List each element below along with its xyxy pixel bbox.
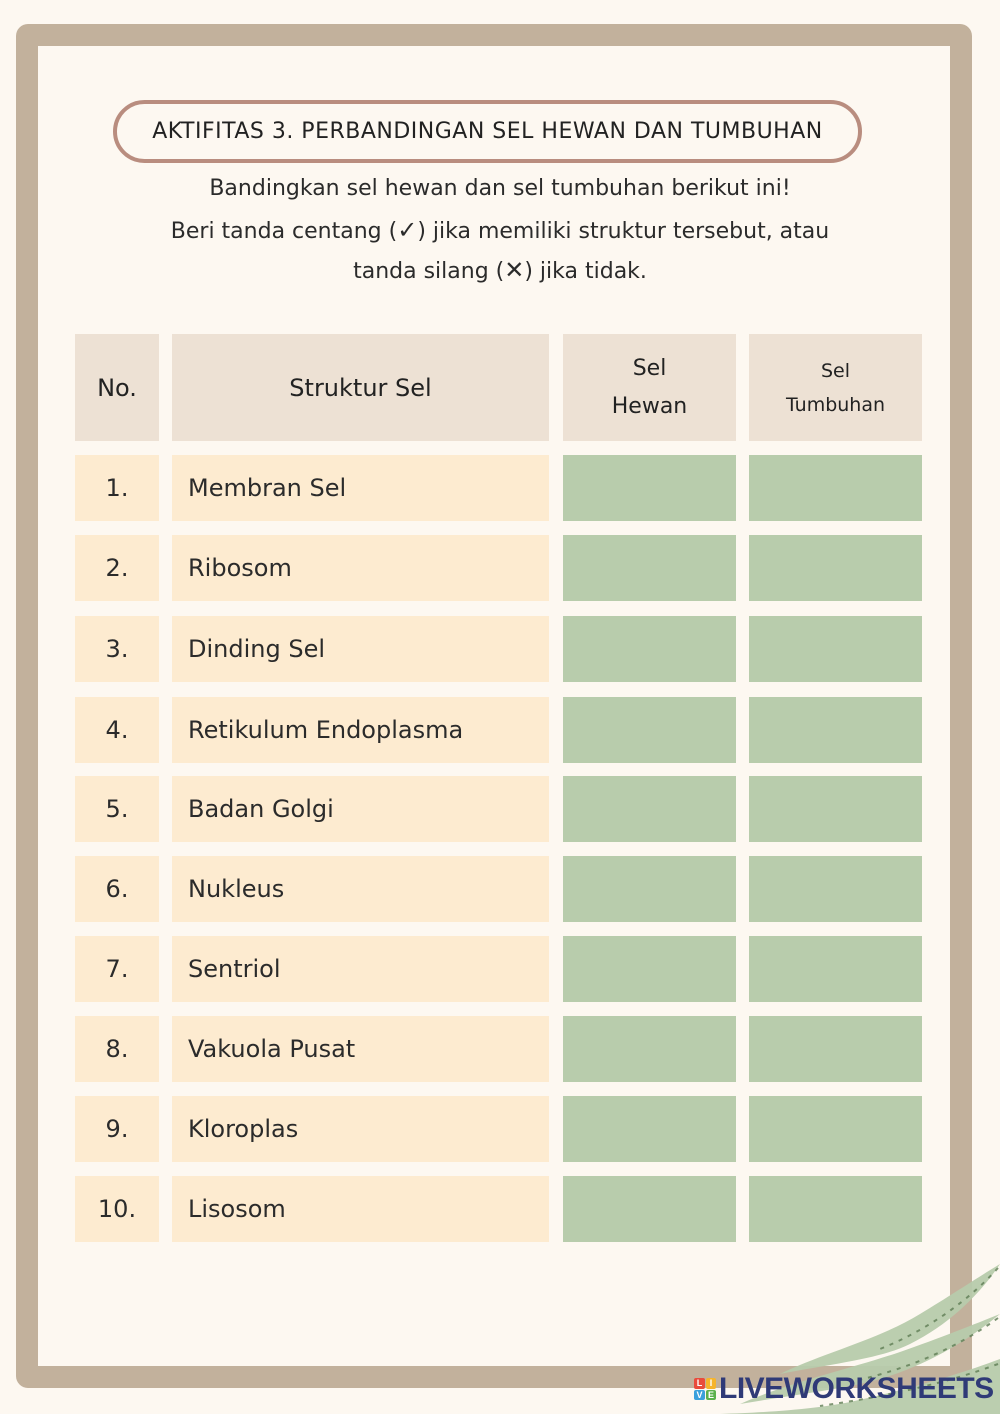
structure-name (172, 1096, 549, 1162)
answer-cell-sel-hewan[interactable] (563, 455, 736, 521)
structure-name (172, 535, 549, 601)
answer-cell-sel-tumbuhan[interactable] (749, 535, 922, 601)
instruction-line-1: Bandingkan sel hewan dan sel tumbuhan berikut ini! (209, 176, 791, 201)
structure-name (172, 776, 549, 842)
row-number-text: 3. (105, 635, 129, 663)
answer-cell-sel-hewan[interactable] (563, 697, 736, 763)
activity-title-text: AKTIFITAS 3. PERBANDINGAN SEL HEWAN DAN TUMBUHAN (152, 119, 823, 144)
structure-name-text: Nukleus (188, 875, 285, 903)
row-number-text: 2. (105, 554, 129, 582)
structure-name-text: Badan Golgi (188, 795, 334, 823)
structure-name (172, 1176, 549, 1242)
structure-name (172, 1016, 549, 1082)
row-number-text: 7. (105, 955, 129, 983)
answer-cell-sel-tumbuhan[interactable] (749, 776, 922, 842)
row-number (75, 697, 159, 763)
row-number (75, 936, 159, 1002)
structure-name-text: Vakuola Pusat (188, 1035, 356, 1063)
liveworksheets-text: LIVEWORKSHEETS (719, 1372, 994, 1405)
answer-cell-sel-tumbuhan[interactable] (749, 616, 922, 682)
row-number-text: 8. (105, 1035, 129, 1063)
answer-cell-sel-tumbuhan[interactable] (749, 697, 922, 763)
liveworksheets-logo-icon: L I V E (694, 1378, 716, 1400)
cross-mark-icon: ✕ (504, 256, 525, 284)
header-sel-tumbuhan: Sel Tumbuhan (749, 334, 922, 441)
row-number-text: 4. (105, 716, 129, 744)
answer-cell-sel-hewan[interactable] (563, 616, 736, 682)
structure-name (172, 856, 549, 922)
answer-cell-sel-hewan[interactable] (563, 776, 736, 842)
row-number (75, 1016, 159, 1082)
answer-cell-sel-tumbuhan[interactable] (749, 1096, 922, 1162)
instruction-line-3: tanda silang (✕) jika tidak. (353, 256, 647, 284)
answer-cell-sel-hewan[interactable] (563, 1176, 736, 1242)
structure-name-text: Sentriol (188, 955, 281, 983)
answer-cell-sel-tumbuhan[interactable] (749, 936, 922, 1002)
structure-name-text: Kloroplas (188, 1115, 299, 1143)
answer-cell-sel-tumbuhan[interactable] (749, 856, 922, 922)
header-sel-hewan: Sel Hewan (563, 334, 736, 441)
row-number-text: 9. (105, 1115, 129, 1143)
structure-name (172, 455, 549, 521)
row-number (75, 776, 159, 842)
answer-cell-sel-hewan[interactable] (563, 936, 736, 1002)
liveworksheets-watermark (694, 1372, 994, 1406)
structure-name-text: Dinding Sel (188, 635, 326, 663)
row-number-text: 10. (97, 1195, 137, 1223)
row-number (75, 535, 159, 601)
row-number (75, 616, 159, 682)
row-number (75, 1096, 159, 1162)
row-number-text: 5. (105, 795, 129, 823)
answer-cell-sel-tumbuhan[interactable] (749, 1016, 922, 1082)
structure-name (172, 936, 549, 1002)
structure-name-text: Retikulum Endoplasma (188, 716, 464, 744)
check-mark-icon: ✓ (397, 216, 418, 244)
row-number-text: 6. (105, 875, 129, 903)
row-number (75, 455, 159, 521)
header-no: No. (75, 334, 159, 441)
answer-cell-sel-tumbuhan[interactable] (749, 455, 922, 521)
instruction-line-2: Beri tanda centang (✓) jika memiliki struktur tersebut, atau (170, 216, 830, 244)
answer-cell-sel-tumbuhan[interactable] (749, 1176, 922, 1242)
answer-cell-sel-hewan[interactable] (563, 856, 736, 922)
header-struktur-sel: Struktur Sel (172, 334, 549, 441)
structure-name-text: Ribosom (188, 554, 292, 582)
answer-cell-sel-hewan[interactable] (563, 1016, 736, 1082)
structure-name (172, 616, 549, 682)
structure-name (172, 697, 549, 763)
row-number-text: 1. (105, 474, 129, 502)
answer-cell-sel-hewan[interactable] (563, 1096, 736, 1162)
answer-cell-sel-hewan[interactable] (563, 535, 736, 601)
activity-title (113, 100, 862, 163)
structure-name-text: Lisosom (188, 1195, 286, 1223)
structure-name-text: Membran Sel (188, 474, 347, 502)
row-number (75, 856, 159, 922)
row-number (75, 1176, 159, 1242)
